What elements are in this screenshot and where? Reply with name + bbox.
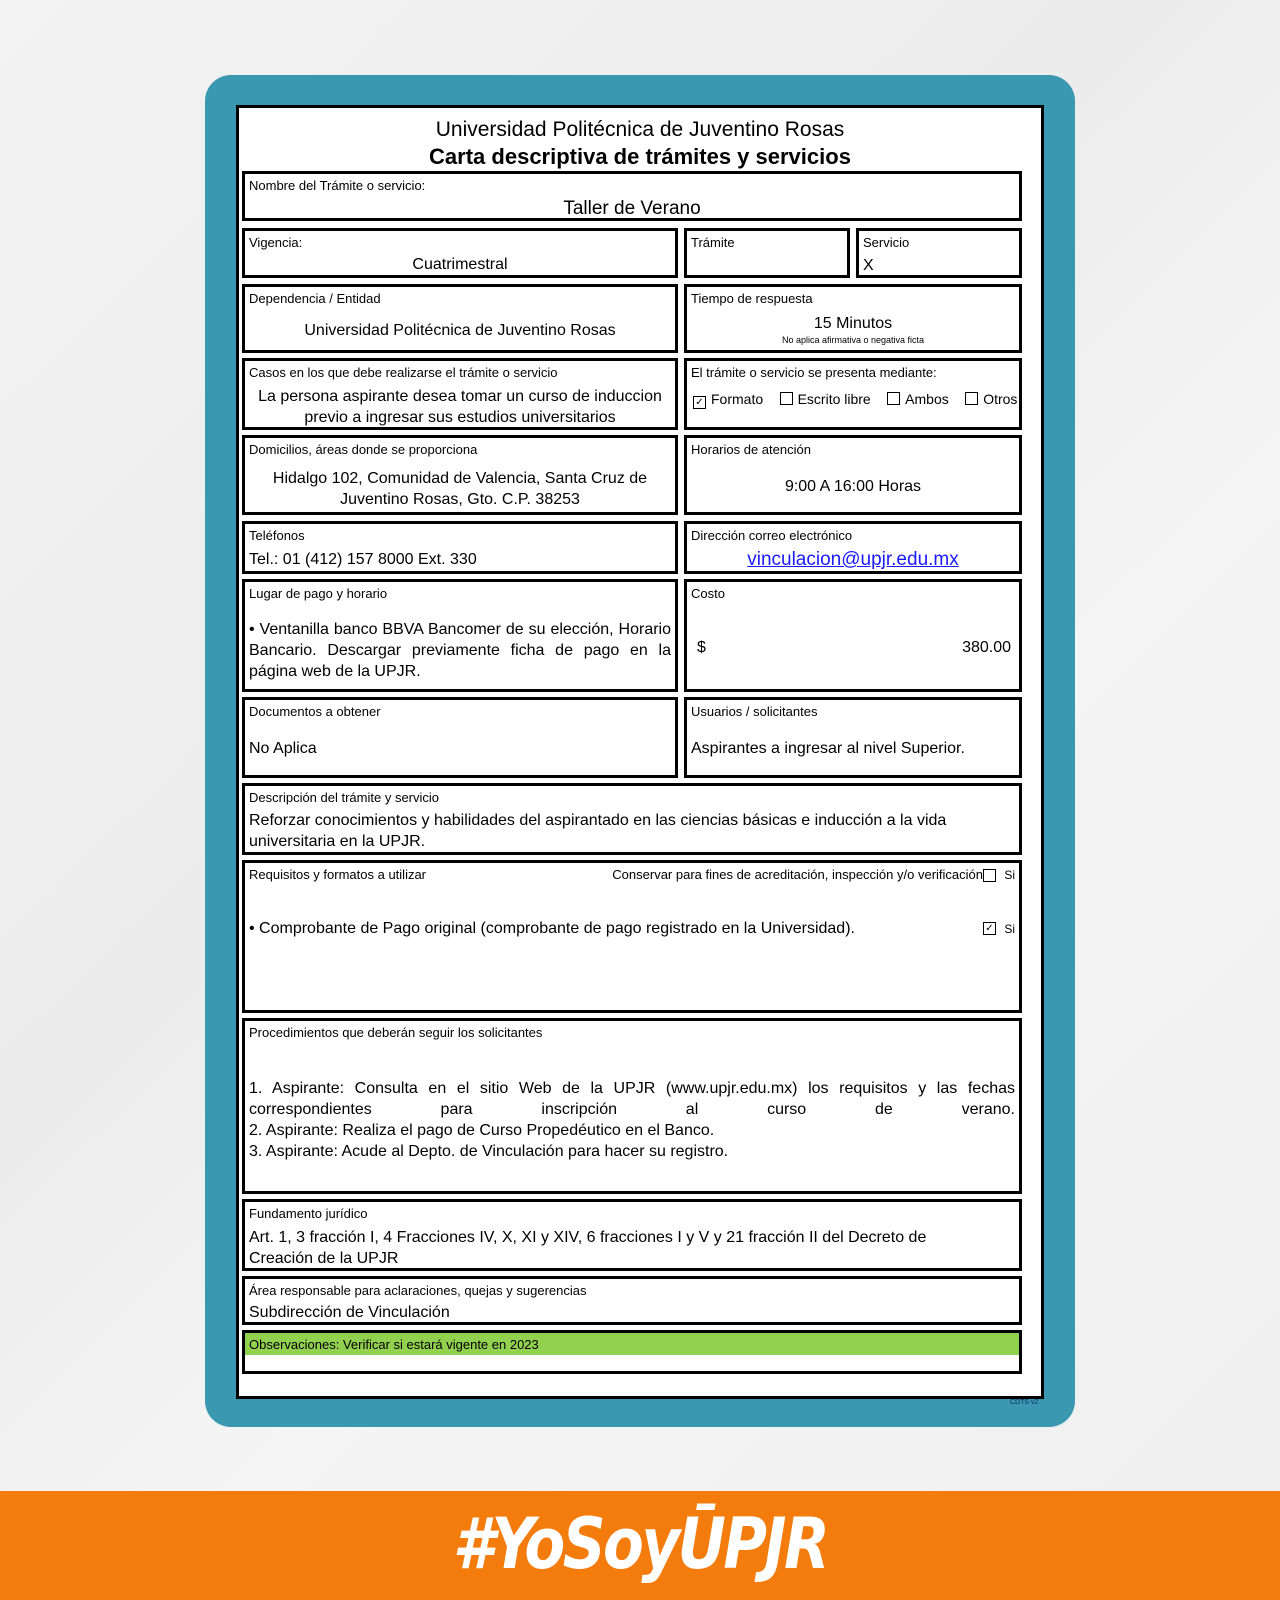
costo-field: [684, 579, 1022, 692]
checkbox-checked-icon[interactable]: ✓: [693, 396, 706, 409]
vigencia-label: Vigencia:: [249, 235, 303, 250]
tiempo-value: 15 Minutos: [813, 315, 893, 332]
casos-label: Casos en los que debe realizarse el trámite o servicio: [249, 365, 558, 380]
presenta-options: [693, 391, 1029, 409]
option-escrito-libre[interactable]: Escrito libre: [780, 391, 871, 407]
checkbox-icon[interactable]: [965, 392, 978, 405]
usuarios-value: Aspirantes a ingresar al nivel Superior.: [691, 740, 965, 757]
area-field: [242, 1276, 1022, 1325]
procedimientos-field: [242, 1018, 1022, 1194]
vigencia-value: Cuatrimestral: [412, 256, 508, 273]
conservar-checkbox-icon[interactable]: [983, 869, 996, 882]
option-ambos[interactable]: Ambos: [887, 391, 949, 407]
conservar-label: Conservar para fines de acreditación, inspección y/o verificación: [612, 867, 983, 882]
observaciones-highlight: [245, 1333, 1019, 1355]
presenta-label: El trámite o servicio se presenta mediante:: [691, 365, 937, 380]
correo-label: Dirección correo electrónico: [691, 528, 853, 543]
form-code: CDTS v2: [1010, 1399, 1039, 1406]
domicilios-value: Hidalgo 102, Comunidad de Valencia, Santa Cruz de Juventino Rosas, Gto. C.P. 38253: [272, 470, 648, 508]
area-value: Subdirección de Vinculación: [249, 1304, 450, 1321]
tramite-field: [684, 228, 850, 278]
correo-field: [684, 521, 1022, 574]
fundamento-field: [242, 1199, 1022, 1271]
requisitos-label: Requisitos y formatos a utilizar: [249, 867, 427, 882]
domicilios-field: [242, 435, 678, 515]
servicio-field: [856, 228, 1022, 278]
descripcion-field: [242, 783, 1022, 855]
document-title: Carta descriptiva de trámites y servicios: [429, 144, 851, 169]
usuarios-label: Usuarios / solicitantes: [691, 704, 818, 719]
costo-value: 380.00: [962, 639, 1011, 656]
procedimiento-step-2: 2. Aspirante: Realiza el pago de Curso Propedéutico en el Banco.: [249, 1122, 715, 1139]
domicilios-label: Domicilios, áreas donde se proporciona: [249, 442, 478, 457]
requisito-checked-icon[interactable]: ✓: [983, 922, 996, 935]
horarios-value: 9:00 A 16:00 Horas: [784, 478, 922, 495]
horarios-label: Horarios de atención: [691, 442, 811, 457]
lugar-pago-field: [242, 579, 678, 692]
procedimiento-step-3: 3. Aspirante: Acude al Depto. de Vinculación para hacer su registro.: [249, 1143, 729, 1160]
observaciones-value: Observaciones: Verificar si estará vigente en 2023: [249, 1337, 539, 1352]
documentos-value: No Aplica: [249, 740, 317, 757]
presenta-field: [684, 358, 1022, 430]
procedimientos-list: [249, 1078, 1015, 1162]
hashtag-slogan: #YoSoyŪPJR: [452, 1503, 828, 1585]
telefonos-value: Tel.: 01 (412) 157 8000 Ext. 330: [249, 551, 477, 568]
fundamento-value: Art. 1, 3 fracción I, 4 Fracciones IV, X, XI y XIV, 6 fracciones I y V y 21 fracción II del Decreto de Creación de la UPJR: [249, 1229, 927, 1267]
email-link[interactable]: vinculacion@upjr.edu.mx: [747, 549, 959, 570]
nombre-label: Nombre del Trámite o servicio:: [249, 178, 426, 193]
lugar-pago-value: • Ventanilla banco BBVA Bancomer de su elección, Horario Bancario. Descargar previamente ficha de pago en la página web de la UPJR.: [249, 621, 671, 680]
procedimientos-label: Procedimientos que deberán seguir los solicitantes: [249, 1025, 543, 1040]
area-label: Área responsable para aclaraciones, quejas y sugerencias: [249, 1283, 587, 1298]
document-sheet: [236, 105, 1044, 1399]
tramite-label: Trámite: [691, 235, 735, 250]
casos-field: [242, 358, 678, 430]
tiempo-field: [684, 284, 1022, 353]
costo-label: Costo: [691, 586, 725, 601]
telefonos-label: Teléfonos: [249, 528, 305, 543]
dependencia-field: [242, 284, 678, 353]
documentos-field: [242, 697, 678, 778]
dependencia-value: Universidad Politécnica de Juventino Rosas: [304, 322, 616, 339]
documentos-label: Documentos a obtener: [249, 704, 381, 719]
institution-name: Universidad Politécnica de Juventino Rosas: [435, 118, 845, 141]
telefonos-field: [242, 521, 678, 574]
option-otros[interactable]: Otros: [965, 391, 1017, 407]
requisito-si: Si: [1004, 922, 1015, 936]
tiempo-note: No aplica afirmativa o negativa ficta: [781, 335, 925, 345]
option-formato[interactable]: ✓ Formato: [693, 391, 763, 409]
tiempo-label: Tiempo de respuesta: [691, 291, 813, 306]
dependencia-label: Dependencia / Entidad: [249, 291, 381, 306]
descripcion-value: Reforzar conocimientos y habilidades del aspirantado en las ciencias básicas e inducción a la vida universitaria en la UPJR.: [249, 812, 947, 850]
costo-currency: $: [697, 639, 706, 656]
checkbox-icon[interactable]: [887, 392, 900, 405]
observaciones-field: [242, 1330, 1022, 1374]
conservar-si: Si: [1004, 868, 1015, 882]
requisito-item: • Comprobante de Pago original (comprobante de pago registrado en la Universidad).: [249, 920, 855, 937]
checkbox-icon[interactable]: [780, 392, 793, 405]
procedimiento-step-1: 1. Aspirante: Consulta en el sitio Web de la UPJR (www.upjr.edu.mx) los requisitos y las fechas correspondientes para inscripción al curso de verano.: [249, 1080, 1015, 1118]
casos-value: La persona aspirante desea tomar un curso de induccion previo a ingresar sus estudios universitarios: [258, 388, 662, 426]
vigencia-field: [242, 228, 678, 278]
usuarios-field: [684, 697, 1022, 778]
servicio-label: Servicio: [863, 235, 910, 250]
nombre-field: [242, 171, 1022, 221]
footer-banner: [0, 1491, 1280, 1600]
nombre-value: Taller de Verano: [563, 198, 701, 219]
descripcion-label: Descripción del trámite y servicio: [249, 790, 440, 805]
lugar-pago-label: Lugar de pago y horario: [249, 586, 388, 601]
fundamento-label: Fundamento jurídico: [249, 1206, 368, 1221]
servicio-mark: X: [863, 257, 874, 274]
horarios-field: [684, 435, 1022, 515]
requisitos-field: [242, 860, 1022, 1013]
